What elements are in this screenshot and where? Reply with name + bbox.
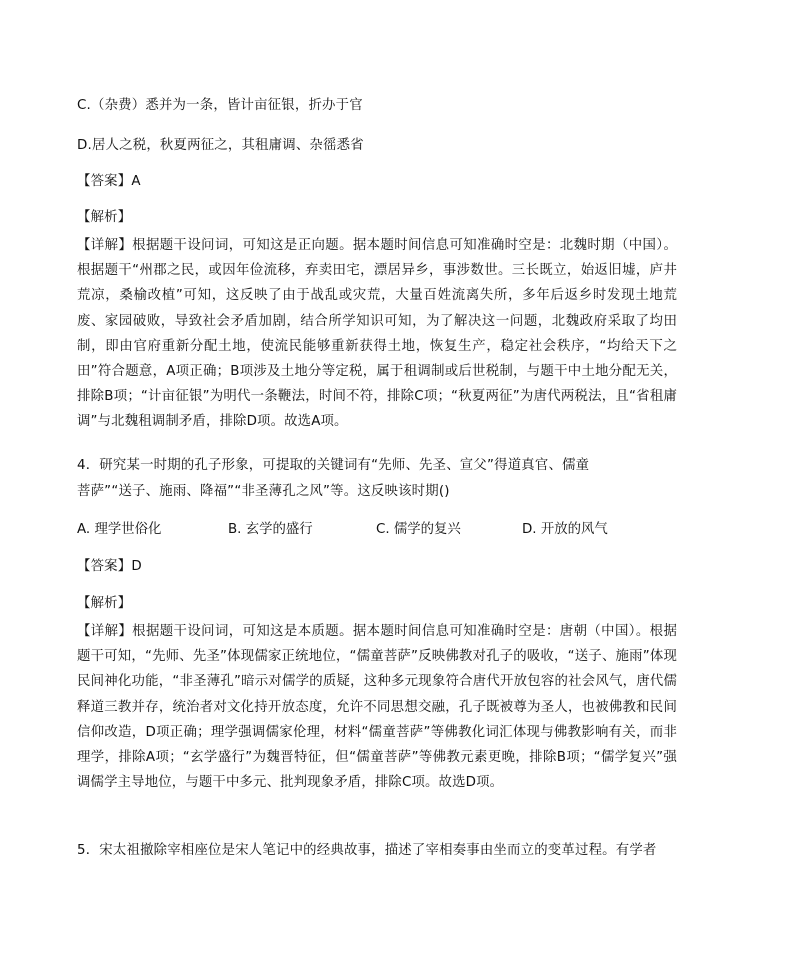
q4-stem-line1: 4．研究某一时期的孔子形象，可提取的关键词有“先师、先圣、宣父”得道真官、儒童	[77, 458, 590, 473]
q4-option-d: D. 开放的风气	[522, 522, 608, 537]
q3-analysis-label: 【解析】	[77, 210, 132, 225]
q4-answer: 【答案】D	[77, 559, 142, 574]
q4-option-b: B. 玄学的盛行	[228, 522, 313, 537]
q3-answer: 【答案】A	[77, 174, 141, 189]
q3-detail: 【详解】根据题干设问词，可知这是正向题。据本题时间信息可知准确时空是：北魏时期（中国）。根据题干“州郡之民，或因年俭流移，弃卖田宅，漂居异乡，事涉数世。三长既立，始返旧墟，庐井荒凉，桑榆改植”可知，这反映了由于战乱或灾荒，大量百姓流离失所，多年后返乡时发现土地荒废、家园破败，导致社会矛盾加剧，结合所学知识可知，为了解决这一问题，北魏政府采取了均田制，即由官府重新分配土地，使流民能够重新获得土地，恢复生产，稳定社会秩序，“均给天下之田”符合题意，A项正确；B项涉及土地分等定税，属于租调制或后世税制，与题干中土地分配无关，排除B项；“计亩征银”为明代一条鞭法，时间不符，排除C项；“秋夏两征”为唐代两税法，且“省租庸调”与北魏租调制矛盾，排除D项。故选A项。	[77, 238, 677, 430]
q3-option-d: D.居人之税，秋夏两征之，其租庸调、杂徭悉省	[77, 138, 364, 153]
q4-detail: 【详解】根据题干设问词，可知这是本质题。据本题时间信息可知准确时空是：唐朝（中国）。根据题干可知，“先师、先圣”体现儒家正统地位，“儒童菩萨”反映佛教对孔子的吸收，“送子、施雨”体现民间神化功能，“非圣薄孔”暗示对儒学的质疑，这种多元现象符合唐代开放包容的社会风气，唐代儒释道三教并存，统治者对文化持开放态度，允许不同思想交融，孔子既被尊为圣人，也被佛教和民间信仰改造，D项正确；理学强调儒家伦理，材料“儒童菩萨”等佛教化词汇体现与佛教影响有关，而非理学，排除A项；“玄学盛行”为魏晋特征，但“儒童菩萨”等佛教元素更晚，排除B项；“儒学复兴”强调儒学主导地位，与题干中多元、批判现象矛盾，排除C项。故选D项。	[77, 624, 677, 791]
q4-analysis-label: 【解析】	[77, 596, 132, 611]
q3-option-c: C.（杂费）悉并为一条，皆计亩征银，折办于官	[77, 98, 363, 113]
q4-option-c: C. 儒学的复兴	[376, 522, 461, 537]
q4-option-a: A. 理学世俗化	[77, 522, 162, 537]
q5-stem-line1: 5．宋太祖撤除宰相座位是宋人笔记中的经典故事，描述了宰相奏事由坐而立的变革过程。有学者	[77, 843, 657, 858]
q4-stem-line2: 菩萨”“送子、施雨、降福”“非圣薄孔之风”等。这反映该时期()	[77, 484, 450, 499]
